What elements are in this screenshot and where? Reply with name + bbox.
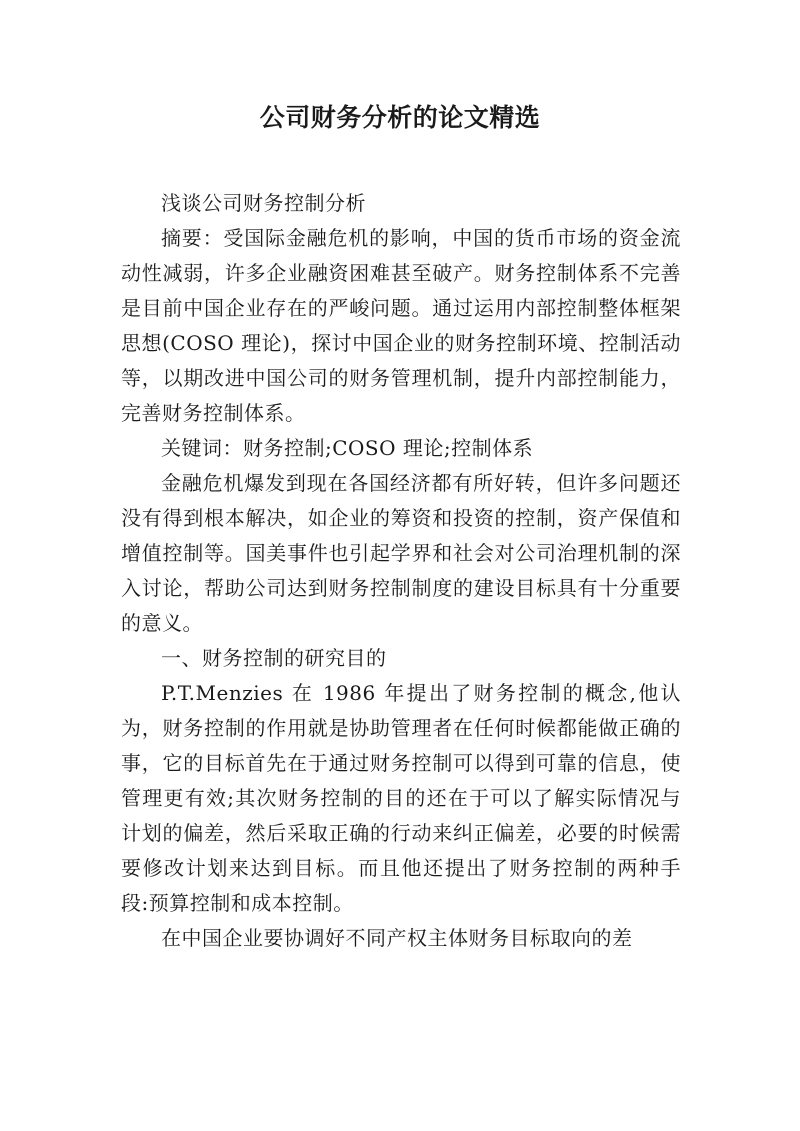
continuation-paragraph: 在中国企业要协调好不同产权主体财务目标取向的差 [161,926,633,950]
section-heading: 一、财务控制的研究目的 [161,646,387,670]
abstract-paragraph: 摘要：受国际金融危机的影响，中国的货币市场的资金流动性减弱，许多企业融资困难甚至破产。财务控制体系不完善是目前中国企业存在的严峻问题。通过运用内部控制整体框架思想(COSO 理论)，探讨中国企业的财务控制环境、控制活动等，以期改进中国公司的财务管理机制，提升内部控制能力，完善财务控制体系。 [121,226,681,425]
document-body [121,186,681,956]
menzies-paragraph: P.T.Menzies 在 1986 年提出了财务控制的概念,他认为，财务控制的作用就是协助管理者在任何时候都能做正确的事，它的目标首先在于通过财务控制可以得到可靠的信息，使管理更有效;其次财务控制的目的还在于可以了解实际情况与计划的偏差，然后采取正确的行动来纠正偏差，必要的时候需要修改计划来达到目标。而且他还提出了财务控制的两种手段:预算控制和成本控制。 [121,681,681,915]
keywords-line: 关键词：财务控制;COSO 理论;控制体系 [161,436,534,460]
article-title: 浅谈公司财务控制分析 [161,191,366,215]
document-title: 公司财务分析的论文精选 [259,103,541,132]
intro-paragraph: 金融危机爆发到现在各国经济都有所好转，但许多问题还没有得到根本解决，如企业的筹资和投资的控制，资产保值和增值控制等。国美事件也引起学界和社会对公司治理机制的深入讨论，帮助公司达到财务控制制度的建设目标具有十分重要的意义。 [121,471,681,635]
